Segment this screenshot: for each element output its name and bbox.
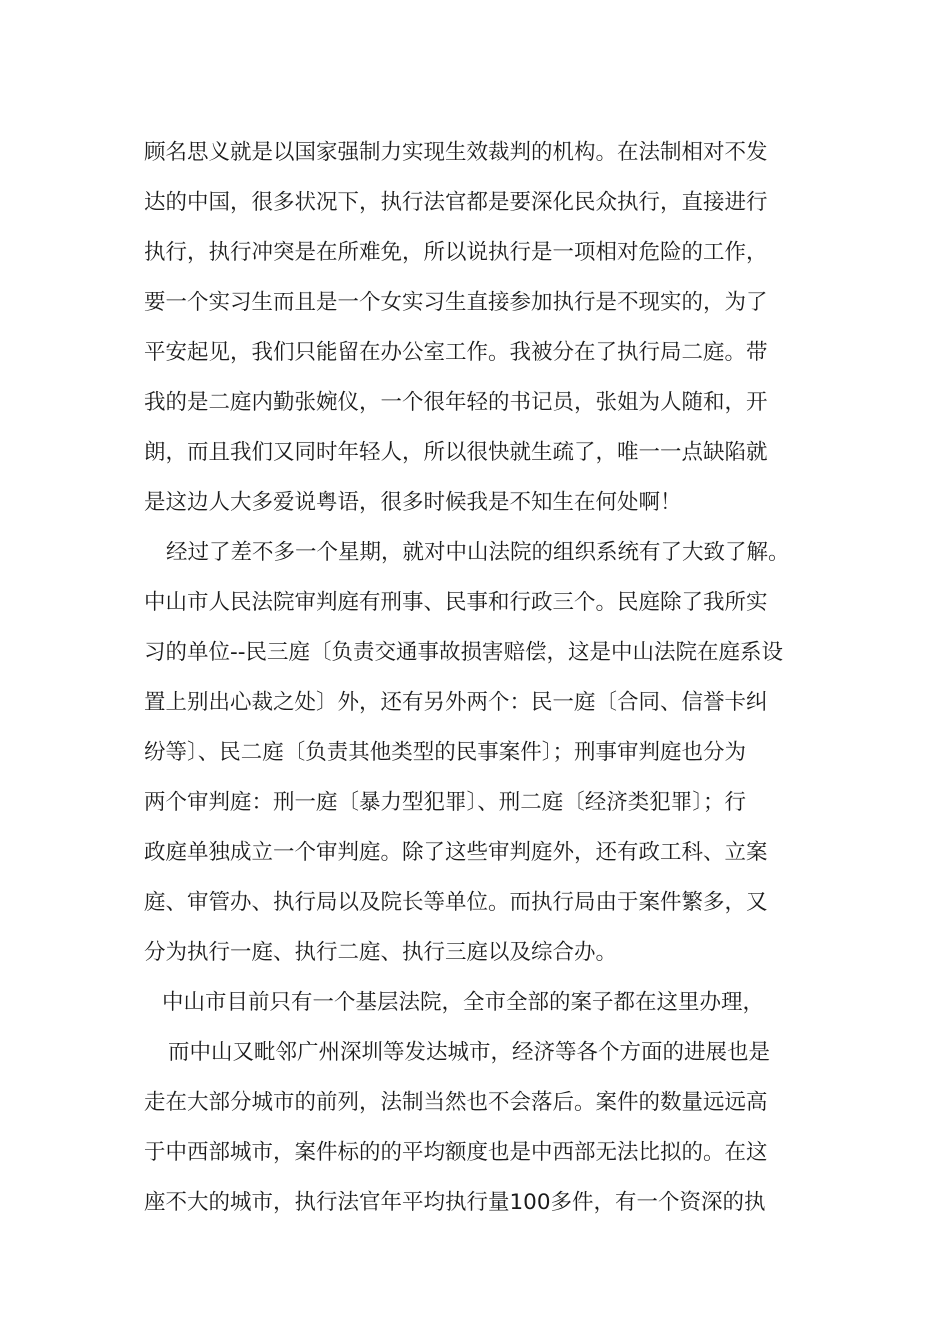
text-line: 政庭单独成立一个审判庭。除了这些审判庭外，还有政工科、立案 <box>144 840 768 865</box>
text-line: 是这边人大多爱说粤语，很多时候我是不知生在何处啊！ <box>144 490 682 515</box>
text-line: 执行，执行冲突是在所难免，所以说执行是一项相对危险的工作， <box>144 240 768 265</box>
paragraph-start-line: 而中山又毗邻广州深圳等发达城市，经济等各个方面的进展也是 <box>168 1040 771 1065</box>
text-line: 我的是二庭内勤张婉仪，一个很年轻的书记员，张姐为人随和，开 <box>144 390 768 415</box>
text-line: 置上别出心裁之处〕外，还有另外两个：民一庭〔合同、信誉卡纠 <box>144 690 768 715</box>
text-line: 纷等〕、民二庭〔负责其他类型的民事案件〕；刑事审判庭也分为 <box>144 740 747 765</box>
text-line: 庭、审管办、执行局以及院长等单位。而执行局由于案件繁多，又 <box>144 890 768 915</box>
text-line: 要一个实习生而且是一个女实习生直接参加执行是不现实的，为了 <box>144 290 768 315</box>
text-line: 两个审判庭：刑一庭〔暴力型犯罪〕、刑二庭〔经济类犯罪〕；行 <box>144 790 747 815</box>
text-line: 习的单位--民三庭〔负责交通事故损害赔偿，这是中山法院在庭系设 <box>144 640 784 665</box>
paragraph-start-line: 中山市目前只有一个基层法院，全市全部的案子都在这里办理， <box>162 990 765 1015</box>
paragraph-start-line: 经过了差不多一个星期，就对中山法院的组织系统有了大致了解。 <box>166 540 790 565</box>
body-text <box>144 128 824 1228</box>
text-line: 平安起见，我们只能留在办公室工作。我被分在了执行局二庭。带 <box>144 340 768 365</box>
text-line: 于中西部城市，案件标的的平均额度也是中西部无法比拟的。在这 <box>144 1140 768 1165</box>
text-line: 座不大的城市，执行法官年平均执行量100多件，有一个资深的执 <box>144 1190 766 1215</box>
text-line: 达的中国，很多状况下，执行法官都是要深化民众执行，直接进行 <box>144 190 768 215</box>
text-line: 中山市人民法院审判庭有刑事、民事和行政三个。民庭除了我所实 <box>144 590 768 615</box>
text-line: 分为执行一庭、执行二庭、执行三庭以及综合办。 <box>144 940 618 965</box>
text-line: 朗，而且我们又同时年轻人，所以很快就生疏了，唯一一点缺陷就 <box>144 440 768 465</box>
text-line: 走在大部分城市的前列，法制当然也不会落后。案件的数量远远高 <box>144 1090 768 1115</box>
text-line: 顾名思义就是以国家强制力实现生效裁判的机构。在法制相对不发 <box>144 140 768 165</box>
